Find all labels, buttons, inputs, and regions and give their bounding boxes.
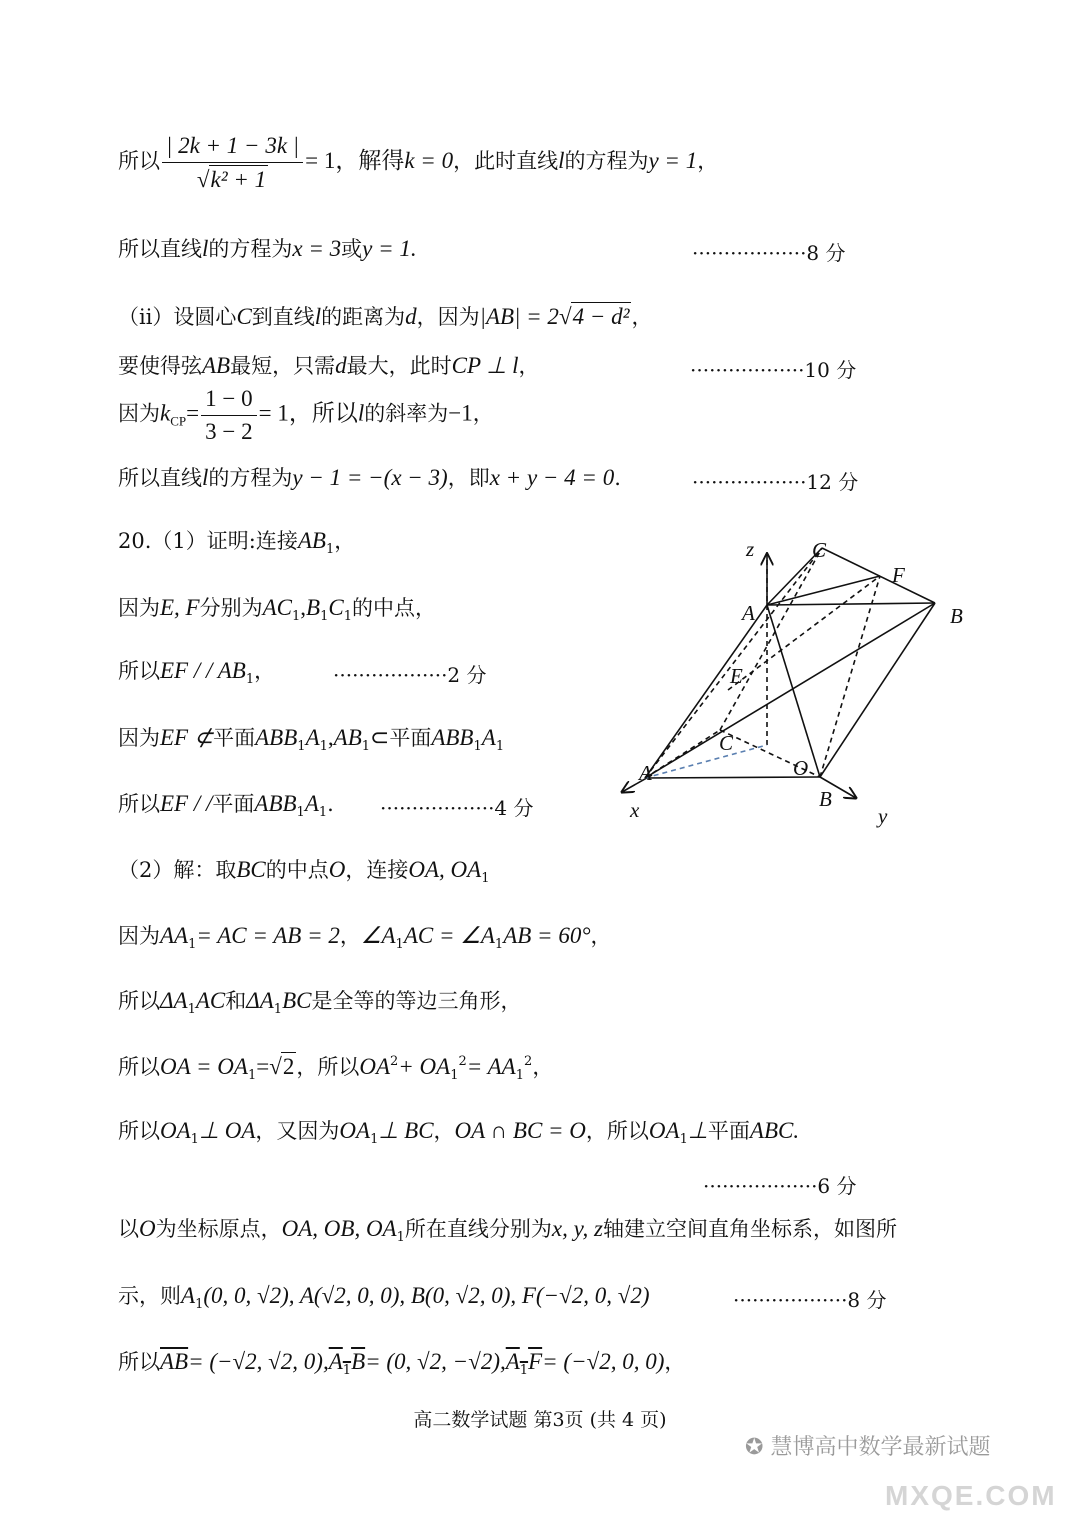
text: ，: [334, 529, 356, 553]
text: ，: [339, 924, 361, 948]
math: EF ⊄: [160, 725, 214, 750]
text: ，连接: [345, 858, 409, 882]
subscript: 1: [396, 1230, 405, 1245]
math: ⊥ OA: [198, 1118, 256, 1143]
solution-line-5: [118, 385, 494, 445]
text: =: [186, 400, 200, 426]
subscript: 1: [247, 1068, 257, 1083]
vector: $\overline{AB}$: [160, 1349, 189, 1374]
score-12: ··················12 分: [692, 470, 859, 494]
text: .: [614, 466, 621, 490]
label-a1: A: [742, 601, 755, 625]
subscript: 1: [370, 1132, 379, 1147]
radicand: 2: [282, 1054, 295, 1079]
subscript: 1: [361, 739, 371, 754]
fraction: $\frac{| 2k + 1 - 3k |}{\text{√k² + 1}}$: [162, 132, 303, 193]
text: 因为: [118, 401, 160, 426]
math: EF / /: [160, 791, 213, 816]
math: ΔA: [160, 988, 188, 1013]
math: ΔA: [246, 988, 274, 1013]
math: OA: [339, 1118, 371, 1143]
math: (0, 0, √2), A(√2, 0, 0), B(0, √2, 0), F(−√2, 0, √2): [203, 1283, 650, 1308]
text: 的中点，: [352, 596, 436, 620]
text: ，: [472, 401, 494, 426]
subscript: 1: [494, 937, 504, 952]
text: 平面: [213, 726, 256, 750]
subscript: 1: [297, 739, 306, 754]
math: = AA: [466, 1054, 516, 1079]
subscript: 1: [292, 609, 301, 624]
math: O: [139, 1216, 156, 1241]
text: 所以: [118, 659, 160, 683]
fraction-numerator: | 2k + 1 − 3k |: [162, 132, 303, 163]
text: 所以直线: [118, 237, 202, 261]
math: = (−√2, 0, 0): [542, 1349, 665, 1374]
solution-line-2: [118, 235, 417, 263]
math: AB: [333, 725, 362, 750]
solution-line-16: [118, 1117, 799, 1148]
score-4: ··················4 分: [380, 796, 534, 820]
math: |AB| = 2: [479, 304, 559, 329]
radicand: 4 − d²: [572, 304, 630, 329]
math: −1: [448, 400, 473, 426]
text: ⊂: [370, 725, 390, 750]
math: l: [558, 148, 565, 174]
math: l: [314, 304, 322, 329]
fraction-numerator: 1 − 0: [201, 385, 256, 416]
subscript: 1: [515, 1068, 525, 1083]
watermark-text: 慧博高中数学最新试题: [770, 1435, 991, 1460]
text: 所以: [118, 792, 160, 816]
text: 平面: [212, 792, 255, 816]
text: 或: [341, 237, 363, 261]
subscript: 1: [679, 1132, 688, 1147]
text: ，: [532, 1055, 554, 1079]
watermark-logo: MXQE.COM: [885, 1480, 1057, 1511]
math: = AC = AB = 2: [196, 923, 340, 948]
text: ，: [433, 1119, 455, 1143]
text: 所以: [118, 1055, 160, 1079]
text: 所以: [118, 989, 160, 1013]
math: B: [306, 595, 321, 620]
math: OA = OA: [160, 1054, 248, 1079]
text: 最大，此时: [346, 354, 452, 378]
math: E, F: [160, 595, 200, 620]
text: ，: [254, 659, 276, 683]
score-10: ··················10 分: [690, 358, 857, 382]
text: 平面: [389, 726, 432, 750]
vector: A: [505, 1349, 520, 1374]
solution-line-12: [118, 856, 490, 887]
text: 平面: [707, 1119, 750, 1143]
math: CP ⊥ l: [451, 353, 519, 378]
math: d: [405, 304, 417, 329]
math: x, y, z: [551, 1216, 603, 1241]
text: 所以: [118, 1350, 160, 1374]
math: BC: [236, 857, 266, 882]
subscript: 1: [195, 1297, 204, 1312]
text: ，: [664, 1350, 686, 1374]
math: ABB: [255, 725, 298, 750]
math: k: [160, 400, 171, 426]
math: OA: [160, 1118, 191, 1143]
math: C: [328, 595, 344, 620]
text: 要使得弦: [118, 354, 202, 378]
label-c: C: [719, 731, 734, 755]
text: 的方程为: [208, 237, 293, 261]
score-8: ··················8 分: [692, 241, 846, 265]
subscript: 1: [343, 609, 352, 624]
math: A: [305, 725, 320, 750]
math: A: [304, 791, 319, 816]
math: AC: [195, 988, 226, 1013]
text: 轴建立空间直角坐标系，如图所: [603, 1217, 897, 1241]
label-e: E: [730, 664, 743, 688]
subscript: 1: [320, 609, 329, 624]
label-y: y: [878, 804, 888, 828]
oa-line: [645, 745, 767, 778]
label-o: O: [793, 756, 809, 780]
math: ⊥ BC: [378, 1118, 434, 1143]
text: 因为: [118, 726, 160, 750]
text: .: [327, 792, 334, 816]
text: ，又因为: [255, 1119, 340, 1143]
math: ABC.: [749, 1118, 800, 1143]
math: AA: [160, 923, 189, 948]
subscript: 1: [481, 871, 490, 886]
subscript: 1: [190, 1132, 199, 1147]
text: ，: [590, 924, 612, 948]
solution-line-3: （ⅱ）设圆心C到直线l的距离为d，因为|AB| = 2√4 − d²，: [118, 304, 653, 329]
score-6: ··················6 分: [703, 1174, 857, 1198]
math: OA: [648, 1118, 680, 1143]
subscript: 1: [495, 739, 505, 754]
solution-line-6: [118, 464, 621, 492]
vector: F: [528, 1349, 543, 1374]
math: l: [202, 236, 209, 261]
fraction-denominator: 3 − 2: [205, 418, 253, 444]
label-c1: C: [812, 538, 827, 562]
text: ,: [327, 725, 334, 750]
solution-line-11: [118, 790, 334, 821]
text: ，所以: [296, 1055, 360, 1079]
superscript: 2: [390, 1054, 399, 1069]
math: OA, OB, OA: [281, 1216, 397, 1241]
solution-line-20: [118, 1348, 685, 1379]
text: （ⅱ）设圆心: [118, 305, 237, 329]
subscript: 1: [519, 1363, 529, 1378]
text: ，所以: [585, 1119, 649, 1143]
math: + OA: [398, 1054, 451, 1079]
math: k = 0: [404, 148, 454, 174]
text: ，: [697, 149, 719, 174]
text: ，此时直线: [453, 149, 559, 174]
text: ，: [518, 354, 540, 378]
text: 的方程为: [208, 466, 293, 490]
text: 因为: [118, 596, 160, 620]
prism-figure: [600, 530, 980, 830]
subscript: 1: [319, 739, 328, 754]
subscript: 1: [395, 937, 404, 952]
text: 的距离为: [321, 305, 406, 329]
math: AB = 60°: [503, 923, 591, 948]
solution-line-10: [118, 724, 504, 755]
math: ABB: [254, 791, 297, 816]
subscript: 1: [473, 739, 482, 754]
fraction: [201, 385, 256, 445]
math: x + y − 4 = 0: [489, 465, 615, 490]
math: AC: [262, 595, 292, 620]
subscript: 1: [342, 1363, 352, 1378]
label-f: F: [892, 563, 905, 587]
text: 的方程为: [564, 149, 649, 174]
subscript: 1: [245, 672, 255, 687]
math: ⊥: [687, 1118, 708, 1143]
math: AB: [202, 353, 231, 378]
label-a: A: [639, 761, 652, 785]
text: 所以: [118, 1119, 160, 1143]
math: OA ∩ BC = O: [454, 1118, 586, 1143]
math: y = 1: [648, 148, 698, 174]
subscript: 1: [450, 1068, 459, 1083]
wechat-icon: ✪: [745, 1435, 764, 1460]
math: y = 1.: [362, 236, 417, 261]
text: = 1，解得: [305, 148, 405, 174]
text: 到直线: [251, 305, 315, 329]
score-8b: ··················8 分: [733, 1288, 887, 1312]
text: 所在直线分别为: [404, 1217, 552, 1241]
subscript: CP: [170, 413, 187, 429]
math: OA: [359, 1054, 390, 1079]
page-footer: 高二数学试题 第3页 (共 4 页): [413, 1409, 667, 1431]
math: = (0, √2, −√2),: [365, 1349, 506, 1374]
subscript: 1: [188, 937, 197, 952]
solution-line-9: [118, 657, 275, 688]
solution-line-13: [118, 922, 612, 953]
text: =: [256, 1054, 270, 1079]
math: AB: [297, 528, 326, 553]
solution-line-4: [118, 352, 540, 380]
math: l: [202, 465, 209, 490]
text: 的斜率为: [364, 401, 449, 426]
math: ∠A: [360, 923, 396, 948]
math: AC = ∠A: [403, 923, 495, 948]
math: d: [335, 353, 347, 378]
fraction-denominator: k² + 1: [210, 166, 267, 192]
solution-line-1: [118, 132, 718, 193]
watermark: [745, 1430, 990, 1461]
text: 最短，只需: [230, 354, 336, 378]
label-b1: B: [950, 604, 963, 628]
text: 示，则: [118, 1284, 181, 1308]
text: ，因为: [416, 305, 480, 329]
math: A: [181, 1283, 196, 1308]
subscript: 1: [187, 1002, 196, 1017]
math: O: [328, 857, 346, 882]
solution-line-15: 所以OA = $OA_1=√2$，所以$OA^2+ OA_1^2= AA_1^2$，: [118, 1054, 554, 1083]
vector: A: [328, 1349, 343, 1374]
text: ，: [631, 305, 653, 329]
vector: B: [351, 1349, 366, 1374]
superscript: 2: [524, 1054, 533, 1069]
label-x: x: [630, 798, 640, 822]
solution-line-14: [118, 987, 521, 1018]
text: 的中点: [265, 858, 329, 882]
math: l: [357, 400, 365, 426]
math: ABB: [431, 725, 474, 750]
math: EF / / AB: [160, 658, 246, 683]
text: 为坐标原点，: [155, 1217, 282, 1241]
math: x = 3: [292, 236, 342, 261]
text: 是全等的等边三角形，: [311, 989, 522, 1013]
math: = (−√2, √2, 0),: [188, 1349, 329, 1374]
subscript: 1: [273, 1002, 283, 1017]
text: 所以: [118, 149, 160, 174]
subscript: 1: [296, 805, 305, 820]
superscript: 2: [458, 1054, 467, 1069]
math: y − 1 = −(x − 3): [292, 465, 448, 490]
text: （2）解：取: [118, 858, 237, 882]
label-z: z: [746, 537, 755, 561]
text: 和: [225, 989, 247, 1013]
text: 所以直线: [118, 466, 202, 490]
solution-line-7: [118, 527, 355, 558]
solution-line-19: [118, 1282, 650, 1313]
math: OA, OA: [408, 857, 482, 882]
subscript: 1: [325, 542, 335, 557]
text: 因为: [118, 924, 160, 948]
text: ,: [300, 595, 307, 620]
solution-line-18: [118, 1215, 897, 1246]
text: = 1，所以: [258, 400, 358, 426]
text: 分别为: [199, 596, 263, 620]
text: ，即: [447, 466, 490, 490]
text: 以: [118, 1217, 139, 1241]
math: A: [481, 725, 496, 750]
score-2: ··················2 分: [333, 663, 487, 687]
math: C: [236, 304, 252, 329]
math: BC: [282, 988, 312, 1013]
label-b: B: [819, 787, 832, 811]
solution-line-8: [118, 594, 436, 625]
text: 20.（1）证明:连接: [118, 529, 298, 553]
subscript: 1: [318, 805, 328, 820]
